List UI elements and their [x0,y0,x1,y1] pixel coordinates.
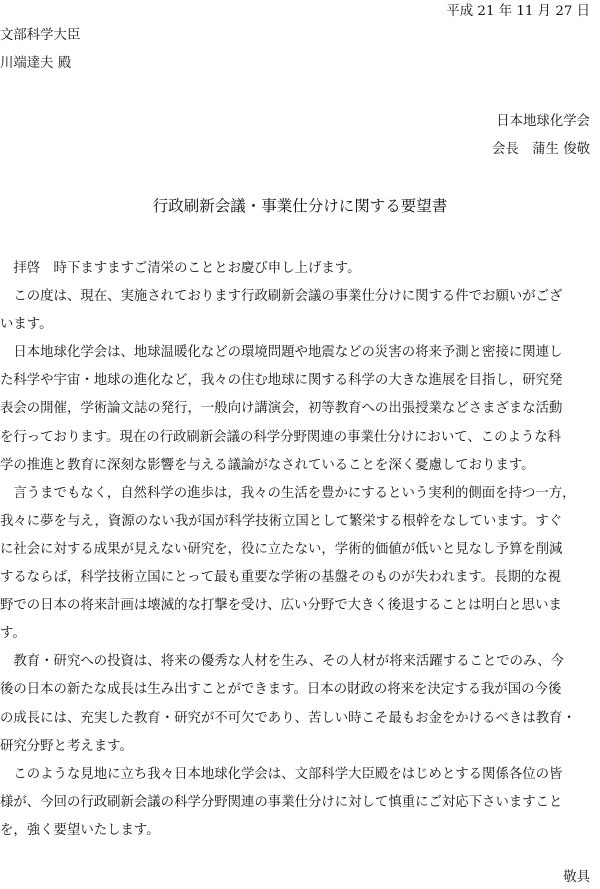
body-line: を行っております。現在の行政刷新会議の科学分野関連の事業仕分けにおいて、このような科 [0,429,562,445]
addressee-title: 文部科学大臣 [0,28,81,43]
body-line: に社会に対する成果が見えない研究を，役に立たない，学術的価値が低いと見なし予算を削減 [0,541,563,557]
body-line: このような見地に立ち我々日本地球化学会は、文部科学大臣殿をはじめとする関係各位の皆 [0,766,563,782]
body-line: す。 [0,626,26,642]
document-title: 行政刷新会議・事業仕分けに関する要望書 [152,197,448,215]
body-line: 日本地球化学会は、地球温暖化などの環境問題や地震などの災害の将来予測と密接に関連し [0,345,563,361]
body-line: の成長には、充実した教育・研究が不可欠であり、苦しい時こそ最もお金をかけるべきは教育・ [0,710,576,726]
body-line: 教育・研究への投資は、将来の優秀な人材を生み、その人材が将来活躍することでのみ、今 [0,654,565,670]
body-line: います。 [0,317,53,333]
body-line: 学の推進と教育に深刻な影響を与える議論がなされていることを深く憂慮しております。 [0,457,535,473]
body-line: するならば，科学技術立国にとって最も重要な学術の基盤そのものが失われます。長期的な視 [0,570,562,586]
body-line: 言うまでもなく，自然科学の進歩は，我々の生活を豊かにするという実利的側面を持つ一方， [0,485,576,501]
letter-body [0,255,600,845]
body-line: た科学や宇宙・地球の進化など，我々の住む地球に関する科学の大きな進展を目指し，研究発 [0,373,563,389]
closing-remark: 敬具 [563,870,590,885]
body-line: 表会の開催，学術論文誌の発行，一般向け講演会，初等教育への出張授業などさまざまな活動 [0,401,563,417]
body-line: この度は、現在、実施されております行政刷新会議の事業仕分けに関する件でお願いがござ [0,289,563,305]
sender-organization: 日本地球化学会 [496,114,590,129]
letter-date: 平成 21 年 11 月 27 日 [446,4,590,19]
addressee-name: 川端達夫 殿 [0,56,72,71]
body-line: 拝啓 時下ますますご清栄のこととお慶び申し上げます。 [0,261,361,276]
sender-name: 会長 蒲生 俊敬 [492,142,590,157]
body-line: 後の日本の新たな成長は生み出すことができます。日本の財政の将来を決定する我が国の今後 [0,682,562,698]
body-line: 野での日本の将来計画は壊滅的な打撃を受け、広い分野で大きく後退することは明白と思いま [0,598,562,614]
body-line: を，強く要望いたします。 [0,822,160,838]
body-line: 研究分野と考えます。 [0,738,133,754]
body-line: 我々に夢を与え，資源のない我が国が科学技術立国として繁栄する根幹をなしています。すぐ [0,513,563,529]
body-line: 様が、今回の行政刷新会議の科学分野関連の事業仕分けに対して慎重にご対応下さいますこと [0,794,563,810]
